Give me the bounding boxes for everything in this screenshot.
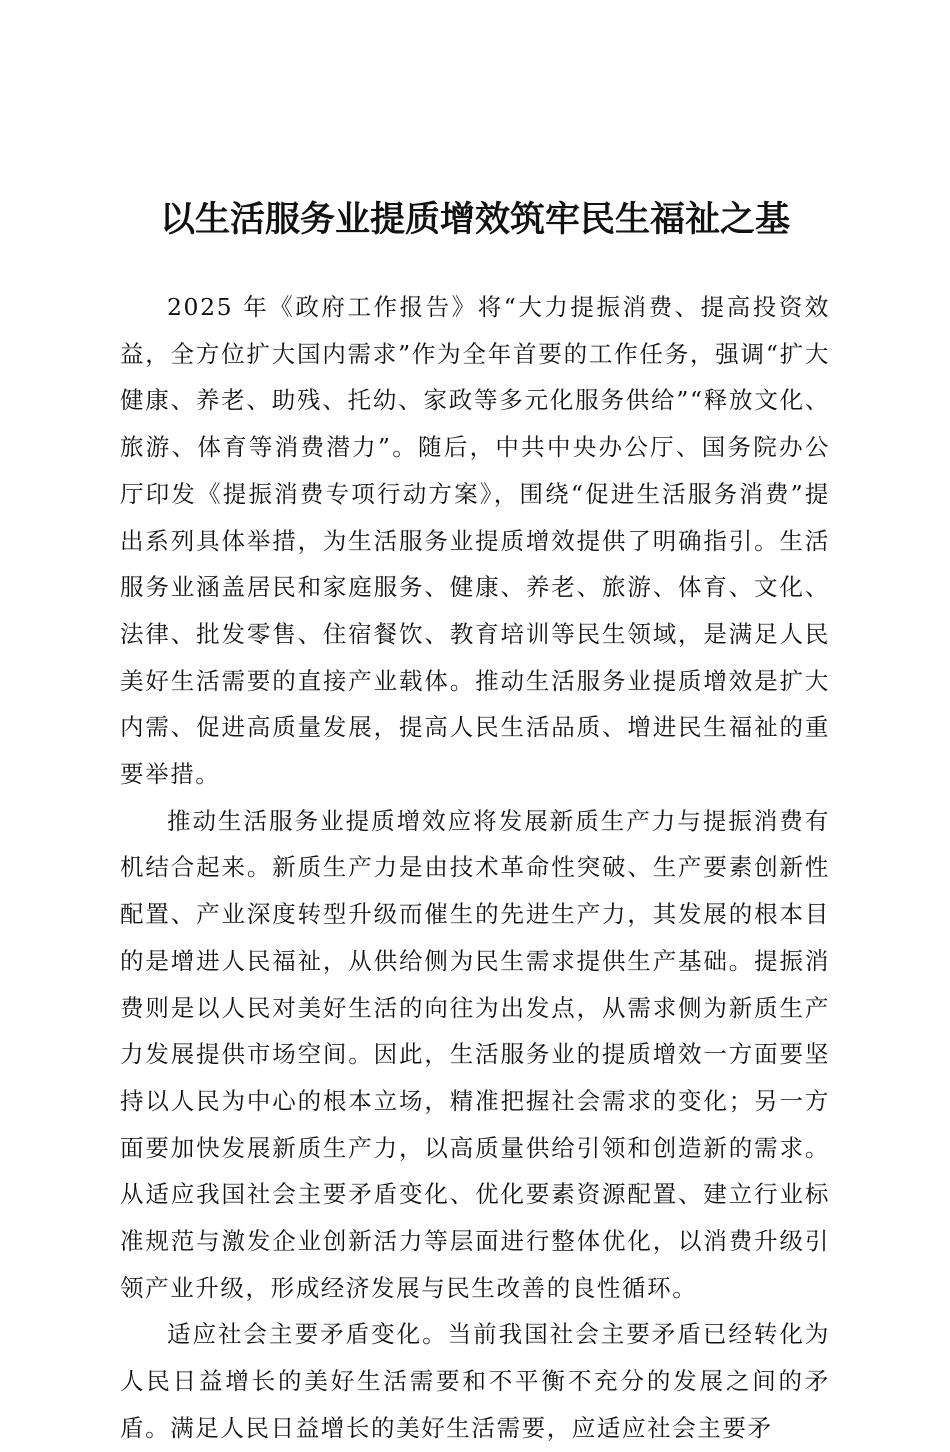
paragraph-3: 适应社会主要矛盾变化。当前我国社会主要矛盾已经转化为人民日益增长的美好生活需要和不平衡不充分的发展之间的矛盾。满足人民日益增长的美好生活需要，应适应社会主要矛 — [120, 1320, 830, 1442]
document-body — [120, 284, 830, 1452]
paragraph-1: 2025 年《政府工作报告》将“大力提振消费、提高投资效益，全方位扩大国内需求”作为全年首要的工作任务，强调“扩大健康、养老、助残、托幼、家政等多元化服务供给”“释放文化、旅游、体育等消费潜力”。随后，中共中央办公厅、国务院办公厅印发《提振消费专项行动方案》，围绕“促进生活服务消费”提出系列具体举措，为生活服务业提质增效提供了明确指引。生活服务业涵盖居民和家庭服务、健康、养老、旅游、体育、文化、法律、批发零售、住宿餐饮、教育培训等民生领域，是满足人民美好生活需要的直接产业载体。推动生活服务业提质增效是扩大内需、促进高质量发展，提高人民生活品质、增进民生福祉的重要举措。 — [120, 293, 830, 789]
page-title: 以生活服务业提质增效筑牢民生福祉之基 — [159, 200, 790, 240]
paragraph-2: 推动生活服务业提质增效应将发展新质生产力与提振消费有机结合起来。新质生产力是由技术革命性突破、生产要素创新性配置、产业深度转型升级而催生的先进生产力，其发展的根本目的是增进人民福祉，从供给侧为民生需求提供生产基础。提振消费则是以人民对美好生活的向往为出发点，从需求侧为新质生产力发展提供市场空间。因此，生活服务业的提质增效一方面要坚持以人民为中心的根本立场，精准把握社会需求的变化；另一方面要加快发展新质生产力，以高质量供给引领和创造新的需求。从适应我国社会主要矛盾变化、优化要素资源配置、建立行业标准规范与激发企业创新活力等层面进行整体优化，以消费升级引领产业升级，形成经济发展与民生改善的良性循环。 — [120, 806, 830, 1302]
